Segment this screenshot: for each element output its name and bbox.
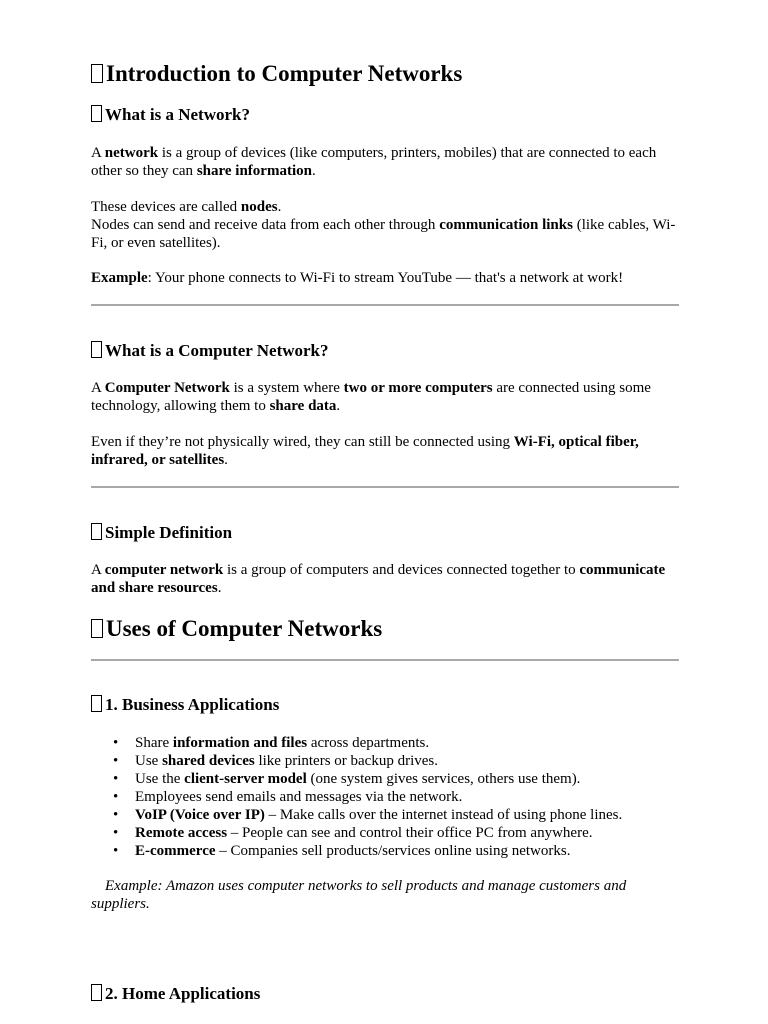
paragraph-simple-definition: A computer network is a group of computers and devices connected together to communicate and share resources. bbox=[91, 562, 666, 596]
paragraph-computer-network-definition: A Computer Network is a system where two or more computers are connected using some technology, allowing them to share data. bbox=[91, 380, 651, 414]
list-item: • E-commerce – Companies sell products/services online using networks. bbox=[91, 842, 679, 860]
paragraph-network-definition: A network is a group of devices (like computers, printers, mobiles) that are connected to each other so they can share information. bbox=[91, 145, 657, 179]
list-item: • Use the client-server model (one system gives services, others use them). bbox=[91, 770, 679, 788]
paragraph-business-example: Example: Amazon uses computer networks to sell products and manage customers and suppliers. bbox=[91, 878, 627, 912]
list-item: • Employees send emails and messages via the network. bbox=[91, 788, 679, 806]
intro-title: Introduction to Computer Networks bbox=[91, 60, 462, 88]
emoji-placeholder-icon bbox=[91, 695, 102, 712]
emoji-placeholder-icon bbox=[91, 105, 102, 122]
emoji-placeholder-icon bbox=[91, 619, 103, 638]
section-divider bbox=[91, 304, 679, 306]
list-item: • Share information and files across departments. bbox=[91, 734, 679, 752]
business-uses-list bbox=[91, 734, 679, 860]
emoji-placeholder-icon bbox=[91, 523, 102, 540]
uses-title: Uses of Computer Networks bbox=[91, 615, 382, 643]
emoji-placeholder-icon bbox=[91, 984, 102, 1001]
list-item: • Use shared devices like printers or backup drives. bbox=[91, 752, 679, 770]
emoji-placeholder-icon bbox=[91, 64, 103, 83]
heading-home-applications: 2. Home Applications bbox=[91, 983, 260, 1005]
list-item: • Remote access – People can see and control their office PC from anywhere. bbox=[91, 824, 679, 842]
heading-what-is-computer-network: What is a Computer Network? bbox=[91, 340, 329, 362]
heading-simple-definition: Simple Definition bbox=[91, 522, 232, 544]
heading-what-is-network: What is a Network? bbox=[91, 104, 250, 126]
paragraph-wireless-connections: Even if they’re not physically wired, they can still be connected using Wi-Fi, optical fiber, infrared, or satellites. bbox=[91, 434, 639, 468]
heading-business-applications: 1. Business Applications bbox=[91, 694, 279, 716]
section-divider bbox=[91, 659, 679, 661]
list-item: • VoIP (Voice over IP) – Make calls over the internet instead of using phone lines. bbox=[91, 806, 679, 824]
emoji-placeholder-icon bbox=[91, 341, 102, 358]
paragraph-nodes: These devices are called nodes. Nodes can send and receive data from each other through communication links (like cables, Wi-Fi, or even satellites). bbox=[91, 199, 676, 251]
paragraph-network-example: Example: Your phone connects to Wi-Fi to stream YouTube — that's a network at work! bbox=[91, 270, 624, 286]
section-divider bbox=[91, 486, 679, 488]
